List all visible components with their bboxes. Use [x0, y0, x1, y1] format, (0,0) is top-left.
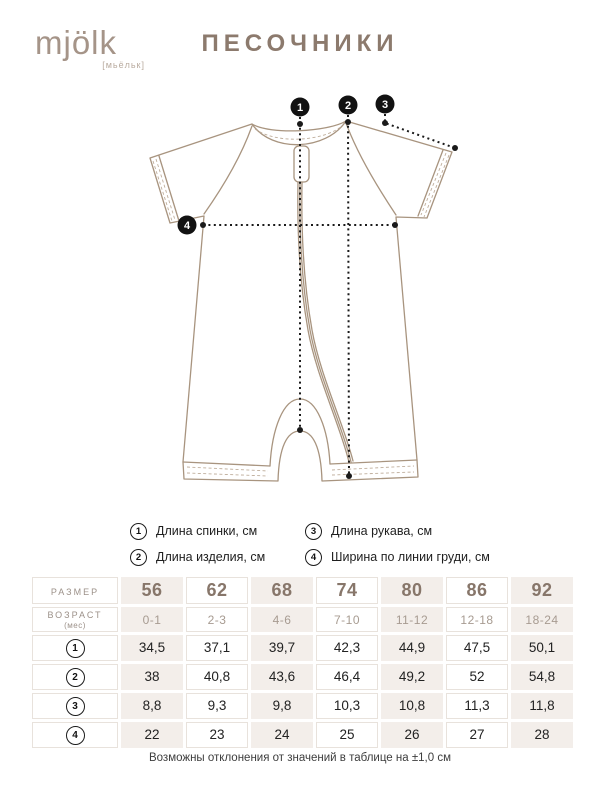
row-circle-4: 4	[66, 726, 85, 745]
marker-2	[339, 96, 358, 115]
legend-circle-3: 3	[305, 523, 322, 540]
age-cell: 7-10	[333, 612, 361, 627]
marker-4	[178, 216, 197, 235]
row-circle-2: 2	[66, 668, 85, 687]
size-row-label: РАЗМЕР	[50, 586, 100, 597]
value-cell: 44,9	[398, 640, 426, 655]
measurement-legend	[130, 518, 490, 570]
size-68: 68	[271, 580, 293, 600]
size-92: 92	[531, 580, 553, 600]
legend-item-2	[130, 549, 305, 566]
legend-circle-4: 4	[305, 549, 322, 566]
value-cell: 24	[274, 727, 290, 742]
value-cell: 26	[404, 727, 420, 742]
value-cell: 39,7	[268, 640, 296, 655]
age-cell: 2-3	[207, 612, 227, 627]
brand-logo-transcription: [мьёльк]	[102, 60, 145, 70]
legend-item-3	[305, 523, 490, 540]
measure-row-3	[32, 693, 573, 719]
value-cell: 46,4	[333, 669, 361, 684]
value-cell: 8,8	[142, 698, 162, 713]
age-cell: 12-18	[460, 612, 494, 627]
legend-label-4: Ширина по линии груди, см	[331, 550, 490, 564]
romper-sketch	[120, 85, 480, 503]
page-title: ПЕСОЧНИКИ	[201, 30, 399, 57]
size-table	[29, 574, 576, 751]
value-cell: 43,6	[268, 669, 296, 684]
romper-diagram	[120, 85, 480, 503]
value-cell: 11,8	[529, 698, 555, 713]
age-row-label-sub: (мес)	[64, 620, 86, 630]
value-cell: 47,5	[463, 640, 491, 655]
value-cell: 28	[534, 727, 550, 742]
size-86: 86	[466, 580, 488, 600]
size-62: 62	[206, 580, 228, 600]
value-cell: 11,3	[464, 698, 490, 713]
legend-label-1: Длина спинки, см	[156, 524, 258, 538]
size-row	[32, 577, 573, 604]
row-circle-1: 1	[66, 639, 85, 658]
age-cell: 11-12	[395, 612, 429, 627]
age-cell: 0-1	[142, 612, 162, 627]
value-cell: 52	[469, 669, 485, 684]
value-cell: 23	[209, 727, 225, 742]
value-cell: 25	[339, 727, 355, 742]
zipper-placket	[294, 146, 309, 182]
value-cell: 34,5	[138, 640, 166, 655]
age-row-label: ВОЗРАСТ	[47, 609, 103, 620]
value-cell: 40,8	[203, 669, 231, 684]
legend-circle-2: 2	[130, 549, 147, 566]
tolerance-note: Возможны отклонения от значений в таблице на ±1,0 см	[149, 752, 451, 764]
marker-3	[376, 95, 395, 114]
measure-row-2	[32, 664, 573, 690]
age-row	[32, 607, 573, 632]
svg-text:3: 3	[381, 99, 389, 111]
marker-1	[291, 98, 310, 117]
age-cell: 4-6	[272, 612, 292, 627]
size-80: 80	[401, 580, 423, 600]
legend-label-3: Длина рукава, см	[331, 524, 433, 538]
value-cell: 54,8	[528, 669, 556, 684]
value-cell: 27	[469, 727, 485, 742]
value-cell: 37,1	[203, 640, 231, 655]
size-56: 56	[141, 580, 163, 600]
svg-text:2: 2	[344, 100, 352, 112]
value-cell: 9,3	[207, 698, 227, 713]
value-cell: 9,8	[272, 698, 292, 713]
svg-text:1: 1	[296, 102, 304, 114]
size-74: 74	[336, 580, 358, 600]
brand-logo-text: mjölk	[35, 24, 118, 61]
measure-row-4	[32, 722, 573, 748]
value-cell: 50,1	[528, 640, 556, 655]
legend-item-4	[305, 549, 490, 566]
value-cell: 22	[144, 727, 160, 742]
value-cell: 42,3	[333, 640, 361, 655]
value-cell: 49,2	[398, 669, 426, 684]
legend-item-1	[130, 523, 305, 540]
measure-row-1	[32, 635, 573, 661]
value-cell: 10,3	[333, 698, 361, 713]
legend-circle-1: 1	[130, 523, 147, 540]
value-cell: 38	[144, 669, 160, 684]
legend-label-2: Длина изделия, см	[156, 550, 266, 564]
age-cell: 18-24	[525, 612, 559, 627]
value-cell: 10,8	[398, 698, 426, 713]
row-circle-3: 3	[66, 697, 85, 716]
svg-text:4: 4	[183, 220, 191, 232]
